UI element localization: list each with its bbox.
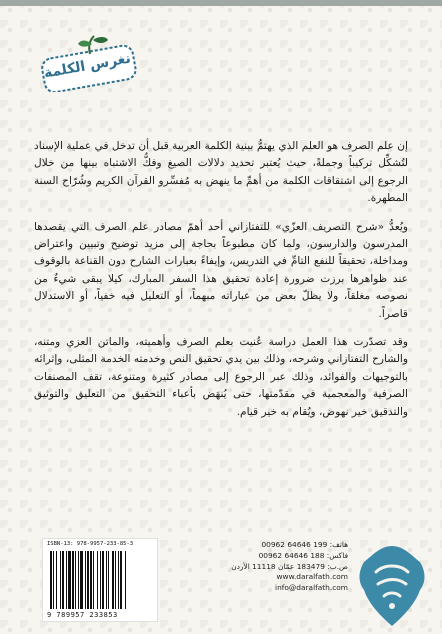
phone: هاتف: 199 64646 00962	[261, 540, 348, 549]
contact-info	[196, 540, 348, 594]
paragraph: وقد تصدّرت هذا العمل دراسة عُنيت بعلم الصرف وأهميته، والماتن العزي ومتنه، والشارح التفتازاني وشرحه، وذلك بين يدي تحقيق النص وخدمته الخدمة المثلى، وإثرائه بالتوجيهات والفوائد، وذلك عبر الرجوع إلى مصادر كثيرة ومتنوعة، تقف المصنفات الصرفية والمعجمية في مقدّمتها، حتى يُنهَض بأعباء التحقيق من التعليق والتوثيق والتدقيق خير نهوض، ويُقام به خير قيام.	[34, 336, 408, 418]
barcode-digits: 9 789957 233853	[47, 611, 118, 619]
email[interactable]: info@daralfath.com	[275, 583, 348, 593]
website[interactable]: www.daralfath.com	[276, 572, 348, 582]
paragraph: ويُعدُّ «شرح التصريف العزّي» للتفتازاني أحد أهمّ مصادر علم الصرف التي يقصدها المدرسون والدارسون، ولما كان مطبوعاً بحاجة إلى مزيد توضيح وتبيين واعتراض ومداخلة، تحقيقاً للنفع التامِّ في التدريس، وإيفاءً بعبارات الشارح دون القناعة بالوقوف عند ظواهرها برزت ضرورة إعادة تحقيق هذا السفر المبارك، كيلا يبقى شيءٌ من نصوصه مغلقاً، ولا يظلّ بعض من عباراته مبهماً، أو التعليل فيه خفياً، أو الاستدلال قاصراً.	[34, 220, 408, 320]
publisher-calligraphy-logo-icon	[354, 542, 430, 630]
isbn-label: ISBN-13: 978-9957-233-85-3	[47, 541, 134, 547]
top-band	[0, 0, 442, 6]
barcode-bars	[49, 551, 153, 609]
barcode	[42, 538, 158, 622]
po-box: ص.ب: 183479 عمّان 11118 الأردن	[231, 561, 348, 571]
fax: فاكس: 188 64646 00962	[258, 550, 348, 560]
logo-text: نغرس الكلمة	[42, 50, 132, 82]
description	[34, 138, 408, 432]
paragraph: إن علم الصرف هو العلم الذي يهتمُّ ببنية الكلمة العربية قبل أن تدخل في عملية الإسناد لتُشكِّل تركيباً وجملةً، حيث يُعتبر تحديد دلالات الصيغ وفكُّ الاشتباه بينها من خلال الرجوع إلى اشتقاقات الكلمة من أهمِّ ما ينهض به مُفسِّرو القرآن الكريم وشُرّاح السنة المطهرة.	[34, 140, 408, 205]
